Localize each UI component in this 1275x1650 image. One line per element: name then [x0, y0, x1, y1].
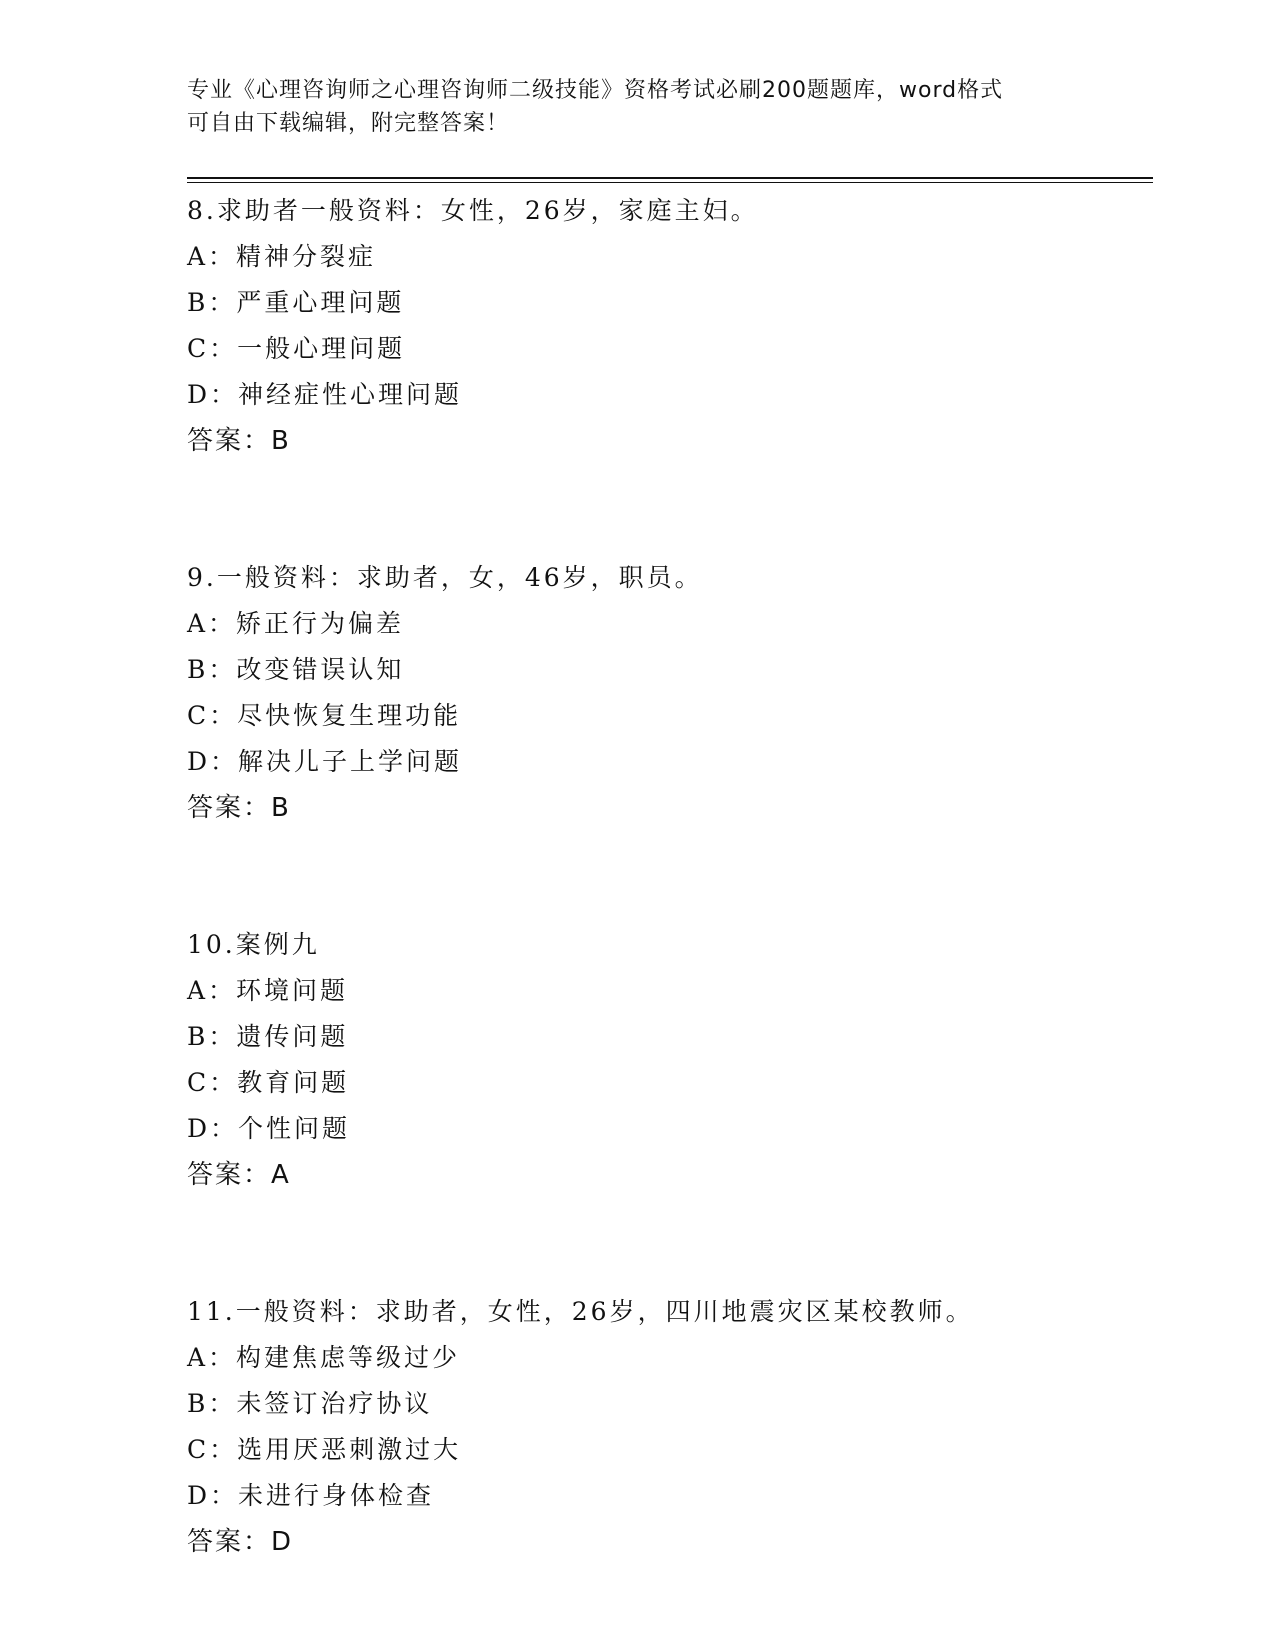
- answer-label: 答案：B: [187, 426, 291, 456]
- option-d: D：个性问题: [187, 1114, 351, 1143]
- question-list: [187, 188, 1187, 1565]
- question-10: [187, 922, 1187, 1198]
- option-b: B：改变错误认知: [187, 655, 405, 684]
- question-9: [187, 555, 1187, 831]
- option-d: D：未进行身体检查: [187, 1481, 435, 1510]
- answer-label: 答案：D: [187, 1527, 294, 1557]
- option-a: A：矫正行为偏差: [187, 609, 405, 638]
- question-stem: 8.求助者一般资料：女性，26岁，家庭主妇。: [187, 196, 759, 225]
- header-line-1: 专业《心理咨询师之心理咨询师二级技能》资格考试必刷200题题库，word格式: [187, 78, 1004, 103]
- question-11: [187, 1289, 1187, 1565]
- option-c: C：选用厌恶刺激过大: [187, 1435, 462, 1464]
- option-c: C：教育问题: [187, 1068, 350, 1097]
- option-a: A：环境问题: [187, 976, 349, 1005]
- option-c: C：尽快恢复生理功能: [187, 701, 462, 730]
- question-stem: 9.一般资料：求助者，女，46岁，职员。: [187, 563, 703, 592]
- answer-label: 答案：A: [187, 1160, 291, 1190]
- option-d: D：解决儿子上学问题: [187, 747, 463, 776]
- option-a: A：精神分裂症: [187, 242, 377, 271]
- option-a: A：构建焦虑等级过少: [187, 1343, 461, 1372]
- option-b: B：未签订治疗协议: [187, 1389, 433, 1418]
- header-line-2: 可自由下载编辑，附完整答案！: [187, 111, 510, 136]
- option-c: C：一般心理问题: [187, 334, 406, 363]
- option-b: B：遗传问题: [187, 1022, 349, 1051]
- option-d: D：神经症性心理问题: [187, 380, 463, 409]
- question-stem: 11.一般资料：求助者，女性，26岁，四川地震灾区某校教师。: [187, 1297, 974, 1326]
- question-stem: 10.案例九: [187, 930, 320, 959]
- option-b: B：严重心理问题: [187, 288, 405, 317]
- header-divider-thin: [187, 182, 1153, 183]
- answer-label: 答案：B: [187, 793, 291, 823]
- header-divider-thick: [187, 177, 1153, 179]
- document-header: [187, 74, 1067, 140]
- question-8: [187, 188, 1187, 464]
